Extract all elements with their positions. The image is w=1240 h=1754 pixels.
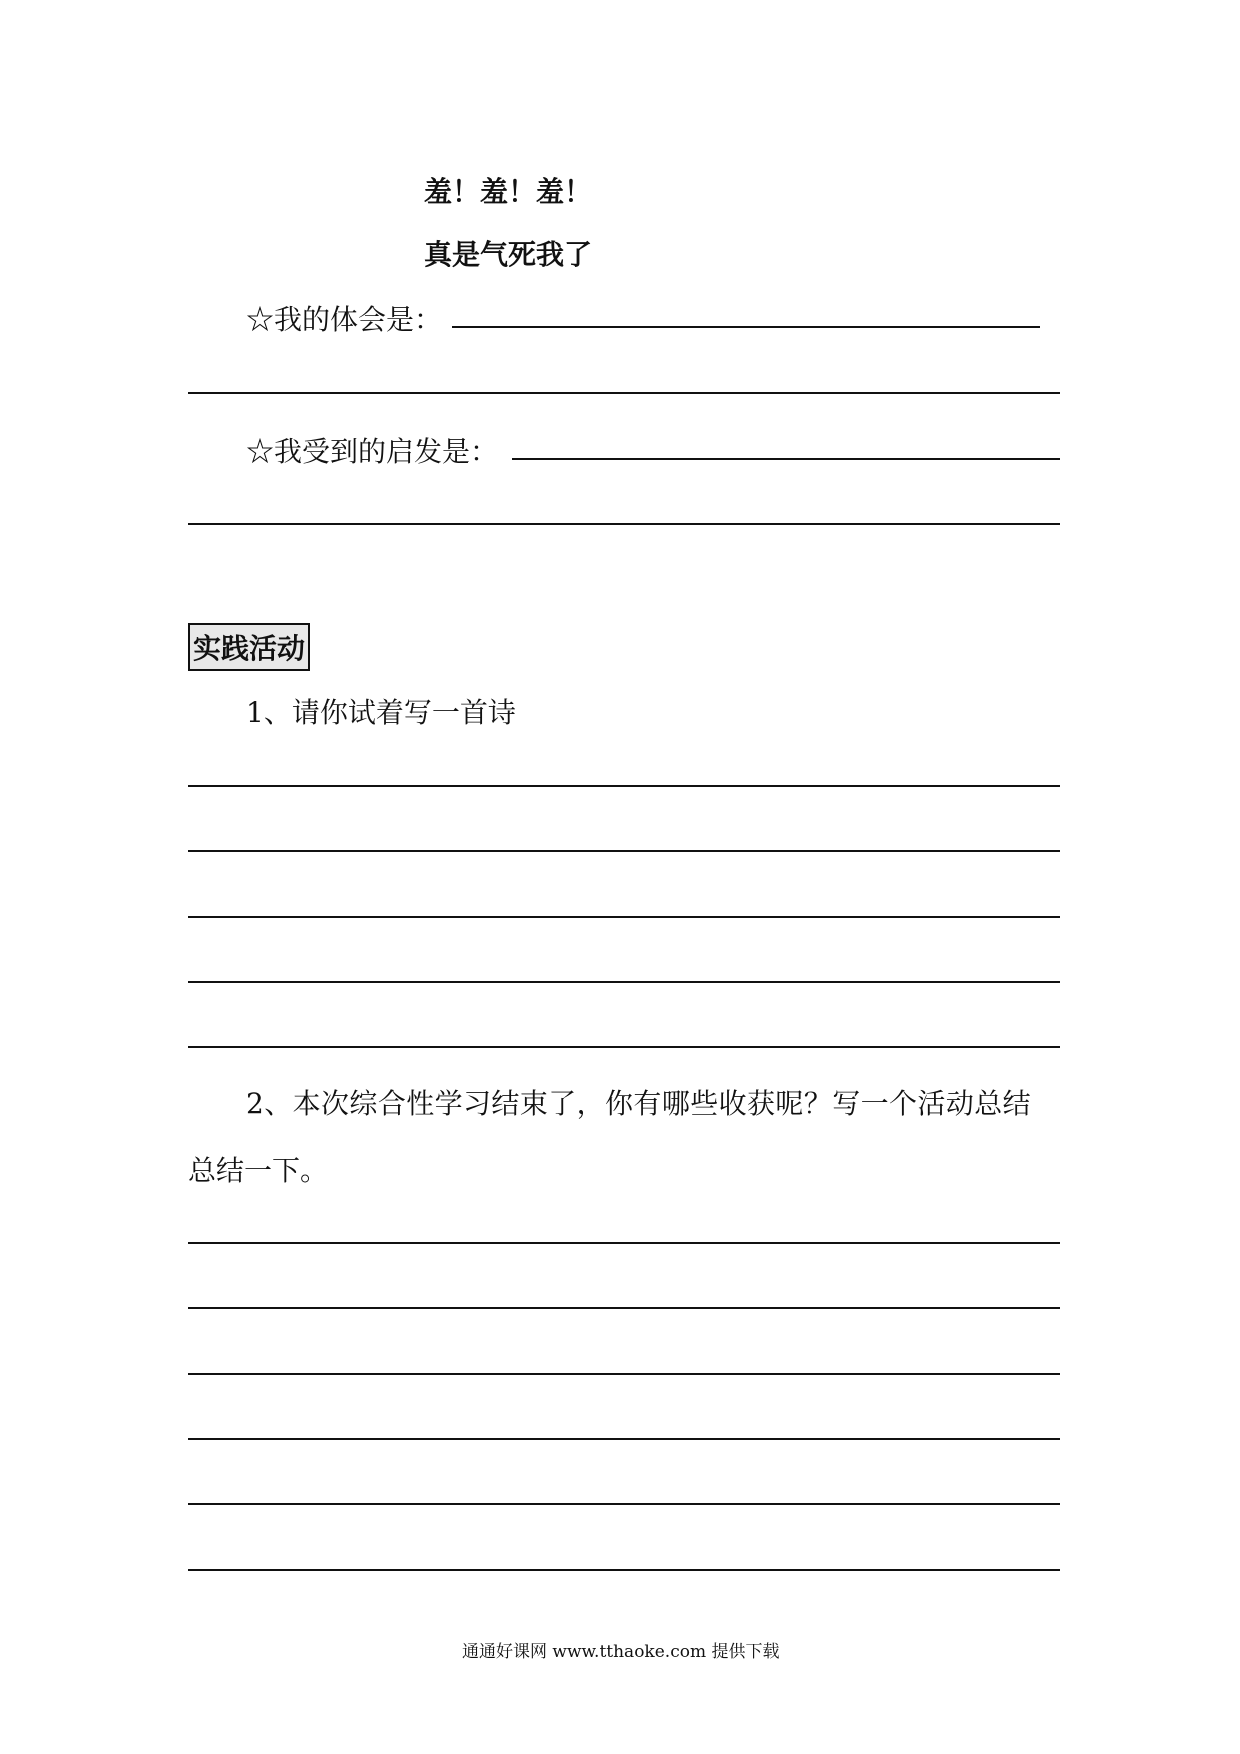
feeling-answer-line[interactable]: [452, 326, 1040, 328]
summary-writing-line-4[interactable]: [188, 1438, 1060, 1440]
footer-credit: 通通好课网 www.tthaoke.com 提供下载: [462, 1642, 780, 1662]
summary-writing-line-3[interactable]: [188, 1373, 1060, 1375]
poem-writing-line-2[interactable]: [188, 850, 1060, 852]
task-2-text-line-1: 2、本次综合性学习结束了，你有哪些收获呢？写一个活动总结: [246, 1087, 1032, 1120]
inspiration-answer-line[interactable]: [512, 458, 1060, 460]
summary-writing-line-2[interactable]: [188, 1307, 1060, 1309]
poem-writing-line-5[interactable]: [188, 1046, 1060, 1048]
task-1-text: 1、请你试着写一首诗: [246, 696, 516, 729]
inspiration-answer-line-2[interactable]: [188, 523, 1060, 525]
poem-line-2: 真是气死我了: [424, 238, 593, 271]
feeling-prompt: ☆我的体会是：: [246, 303, 443, 336]
inspiration-prompt: ☆我受到的启发是：: [246, 435, 499, 468]
summary-writing-line-1[interactable]: [188, 1242, 1060, 1244]
poem-writing-line-3[interactable]: [188, 916, 1060, 918]
feeling-answer-line-2[interactable]: [188, 392, 1060, 394]
poem-line-1: 羞！羞！羞！: [424, 175, 593, 208]
summary-writing-line-6[interactable]: [188, 1569, 1060, 1571]
task-2-text-line-2: 总结一下。: [188, 1154, 329, 1187]
poem-writing-line-1[interactable]: [188, 785, 1060, 787]
practice-section-heading: 实践活动: [188, 623, 310, 671]
poem-writing-line-4[interactable]: [188, 981, 1060, 983]
summary-writing-line-5[interactable]: [188, 1503, 1060, 1505]
